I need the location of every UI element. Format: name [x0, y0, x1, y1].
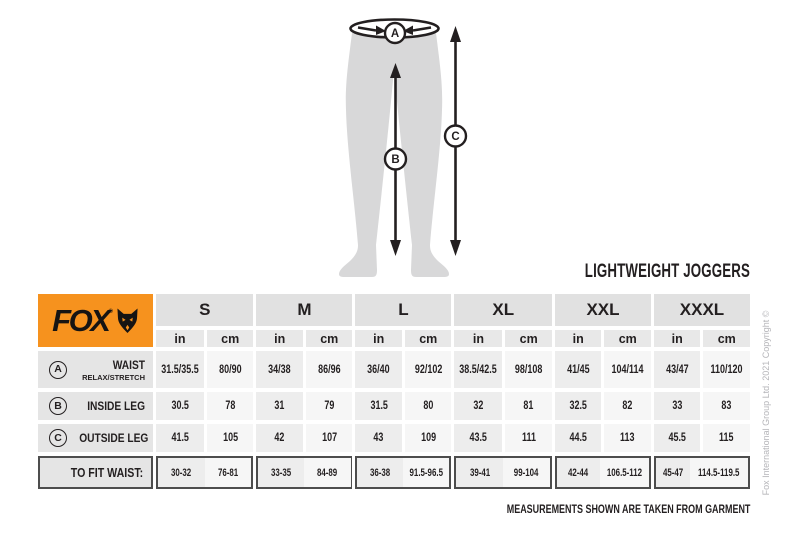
measurement-cell	[355, 424, 402, 452]
measurement-cell	[256, 392, 303, 420]
unit-header-label: in	[373, 331, 385, 346]
measurement-cell	[555, 392, 602, 420]
measurement-value: 30.5	[171, 400, 189, 412]
fit-measurement-value: 106.5-112	[606, 466, 643, 479]
measurement-value: 31	[274, 400, 285, 412]
size-column-header-m	[256, 294, 352, 326]
page-title-text: LIGHTWEIGHT JOGGERS	[584, 261, 750, 282]
fit-measurement-value: 33-35	[271, 466, 292, 479]
measurement-cell	[505, 392, 552, 420]
measurement-cell	[654, 351, 701, 388]
measurement-cell	[405, 351, 452, 388]
measurement-value: 32.5	[569, 400, 587, 412]
inside-leg-label: B	[391, 154, 400, 166]
unit-header-label: in	[274, 331, 286, 346]
unit-header-xxl-cm	[604, 330, 651, 347]
unit-header-label: cm	[221, 331, 240, 346]
row-label-text: OUTSIDE LEG	[79, 430, 149, 445]
fit-measurement-cell	[403, 458, 449, 487]
fit-measurement-value: 45-47	[663, 466, 684, 479]
measurement-cell	[454, 351, 502, 388]
fit-cell-group	[454, 456, 551, 489]
measurement-value: 43	[373, 432, 384, 444]
measurement-value: 43/47	[666, 363, 689, 376]
measurement-cell	[454, 392, 502, 420]
unit-header-xl-cm	[505, 330, 552, 347]
unit-header-label: in	[174, 331, 186, 346]
measurement-value: 80	[423, 400, 434, 412]
size-column-header-xxxl	[654, 294, 750, 326]
size-header-label: L	[398, 300, 409, 319]
measurement-value: 107	[321, 432, 337, 444]
measurement-cell	[306, 424, 353, 452]
measurement-cell	[505, 351, 552, 388]
size-table	[38, 294, 750, 489]
fit-measurement-value: 36-38	[370, 466, 391, 479]
unit-header-xxxl-cm	[703, 330, 750, 347]
fit-cell-group	[156, 456, 253, 489]
measurement-cell	[555, 351, 602, 388]
footnote	[438, 500, 750, 518]
fit-cell-group	[654, 456, 750, 489]
circled-letter-a-icon: A	[49, 361, 67, 379]
unit-header-label: in	[671, 331, 683, 346]
measurement-cell	[604, 392, 651, 420]
measurement-value: 83	[721, 400, 732, 412]
size-column-header-xl	[454, 294, 551, 326]
fit-measurement-value: 39-41	[469, 466, 490, 479]
fit-measurement-cell	[600, 458, 649, 487]
unit-header-m-cm	[306, 330, 353, 347]
measurement-cell	[306, 392, 353, 420]
fit-measurement-cell	[557, 458, 600, 487]
circled-letter-c-icon: C	[49, 429, 67, 447]
measurement-value: 31.5	[369, 400, 388, 412]
measurement-cell	[703, 392, 750, 420]
size-header-label: XXL	[586, 300, 620, 319]
measurement-value: 115	[719, 432, 734, 444]
measurement-cell	[355, 392, 402, 420]
measurement-value: 80/90	[218, 363, 242, 376]
measurement-value: 78	[225, 400, 236, 412]
measurement-value: 81	[523, 400, 534, 412]
row-label-text: WAIST	[112, 358, 145, 373]
fit-measurement-cell	[456, 458, 503, 487]
outside-leg-arrowhead-down	[450, 240, 461, 256]
fit-row-label	[38, 456, 153, 489]
measurement-cell	[207, 392, 254, 420]
measurement-value: 86/96	[317, 363, 341, 376]
measurement-value: 79	[324, 400, 335, 412]
page-title	[514, 261, 750, 283]
unit-header-l-in	[355, 330, 402, 347]
size-header-label: M	[297, 300, 312, 319]
measurement-value: 41.5	[171, 432, 189, 444]
measurement-cell	[256, 424, 303, 452]
measurement-value: 44.5	[569, 432, 587, 444]
inside-leg-arrowhead-down	[390, 240, 401, 256]
fox-head-icon	[116, 308, 139, 334]
size-column-header-xxl	[555, 294, 651, 326]
row-label-waist	[38, 351, 153, 388]
measurement-value: 33	[672, 400, 683, 412]
unit-header-label: cm	[320, 331, 339, 346]
measurement-cell	[654, 424, 701, 452]
measurement-value: 104/114	[611, 363, 644, 376]
measurement-value: 41/45	[566, 363, 590, 376]
fit-measurement-cell	[503, 458, 550, 487]
measurement-value: 98/108	[514, 363, 543, 376]
measurement-cell	[405, 392, 452, 420]
fit-measurement-value: 99-104	[514, 466, 539, 479]
measurement-value: 34/38	[268, 363, 291, 376]
measurement-cell	[555, 424, 602, 452]
measurement-value: 105	[222, 432, 238, 444]
row-sublabel-text: RELAX/STRETCH	[82, 372, 145, 382]
measurement-value: 92/102	[414, 363, 442, 376]
measurement-value: 111	[521, 432, 536, 444]
row-label-stack	[77, 398, 145, 415]
unit-header-m-in	[256, 330, 303, 347]
measurement-value: 113	[620, 432, 635, 444]
measurement-cell	[156, 351, 204, 388]
measurement-cell	[405, 424, 452, 452]
unit-header-label: cm	[717, 331, 736, 346]
measurement-cell	[654, 392, 701, 420]
outside-leg-label: C	[451, 131, 460, 143]
unit-header-s-cm	[207, 330, 254, 347]
fit-row-label-text: TO FIT WAIST:	[70, 465, 143, 480]
fit-measurement-cell	[304, 458, 350, 487]
waist-arrow-right	[413, 28, 431, 31]
unit-header-l-cm	[405, 330, 452, 347]
measurement-value: 82	[622, 400, 633, 412]
measurement-cell	[355, 351, 402, 388]
measurement-cell	[703, 351, 750, 388]
measurement-value: 36/40	[367, 363, 390, 376]
registered-trademark-icon: ®	[108, 309, 113, 315]
unit-header-xl-in	[454, 330, 502, 347]
fit-measurement-cell	[656, 458, 690, 487]
footnote-text: MEASUREMENTS SHOWN ARE TAKEN FROM GARMENT	[506, 504, 750, 516]
size-header-label: XXXL	[679, 300, 725, 319]
measurement-cell	[156, 392, 204, 420]
row-label-text: INSIDE LEG	[87, 398, 145, 413]
unit-header-xxl-in	[555, 330, 602, 347]
row-label-stack	[67, 430, 148, 447]
fit-cell-group	[256, 456, 352, 489]
measurement-cell	[256, 351, 303, 388]
measurement-cell	[505, 424, 552, 452]
measurement-value: 110/120	[710, 363, 743, 376]
fit-measurement-cell	[205, 458, 252, 487]
measurement-cell	[306, 351, 353, 388]
row-label-inside-leg	[38, 392, 153, 420]
unit-header-label: in	[572, 331, 584, 346]
measurement-value: 43.5	[469, 432, 488, 444]
unit-header-s-in	[156, 330, 204, 347]
unit-header-xxxl-in	[654, 330, 701, 347]
measurement-cell	[604, 351, 651, 388]
measurement-cell	[454, 424, 502, 452]
row-label-outside-leg	[38, 424, 153, 452]
fit-measurement-value: 91.5-96.5	[409, 466, 443, 479]
fit-measurement-value: 114.5-119.5	[698, 466, 740, 479]
copyright-text: Fox International Group Ltd. 2021 Copyright ©	[761, 310, 771, 496]
fit-measurement-cell	[158, 458, 205, 487]
measurement-value: 42	[274, 432, 285, 444]
fox-logo	[38, 294, 153, 347]
fit-cell-group	[555, 456, 651, 489]
size-column-header-l	[355, 294, 451, 326]
joggers-measurement-diagram	[310, 5, 510, 290]
measurement-value: 32	[473, 400, 484, 412]
circled-letter-b-icon: B	[49, 397, 67, 415]
row-label-stack	[82, 357, 145, 382]
outside-leg-arrowhead-up	[450, 26, 461, 42]
size-column-header-s	[156, 294, 253, 326]
measurement-cell	[604, 424, 651, 452]
unit-header-label: cm	[419, 331, 438, 346]
size-header-label: XL	[492, 300, 515, 319]
waist-label: A	[390, 28, 400, 40]
fit-measurement-cell	[258, 458, 304, 487]
measurement-value: 31.5/35.5	[161, 363, 199, 376]
fit-measurement-value: 30-32	[171, 466, 192, 479]
fit-measurement-cell	[357, 458, 403, 487]
fit-measurement-value: 42-44	[568, 466, 589, 479]
fit-measurement-value: 76-81	[217, 466, 239, 479]
measurement-cell	[207, 351, 254, 388]
measurement-cell	[703, 424, 750, 452]
measurement-cell	[156, 424, 204, 452]
fit-measurement-value: 84-89	[317, 466, 338, 479]
unit-header-label: in	[472, 331, 485, 346]
fit-measurement-cell	[690, 458, 748, 487]
size-header-label: S	[199, 300, 211, 319]
unit-header-label: cm	[618, 331, 637, 346]
fit-cell-group	[355, 456, 451, 489]
unit-header-label: cm	[519, 331, 538, 346]
waist-arrow-left	[358, 28, 376, 31]
measurement-cell	[207, 424, 254, 452]
measurement-value: 109	[420, 432, 436, 444]
fox-logo-wordmark: FOX®	[52, 303, 113, 338]
measurement-value: 38.5/42.5	[459, 363, 498, 376]
measurement-value: 45.5	[668, 432, 686, 444]
